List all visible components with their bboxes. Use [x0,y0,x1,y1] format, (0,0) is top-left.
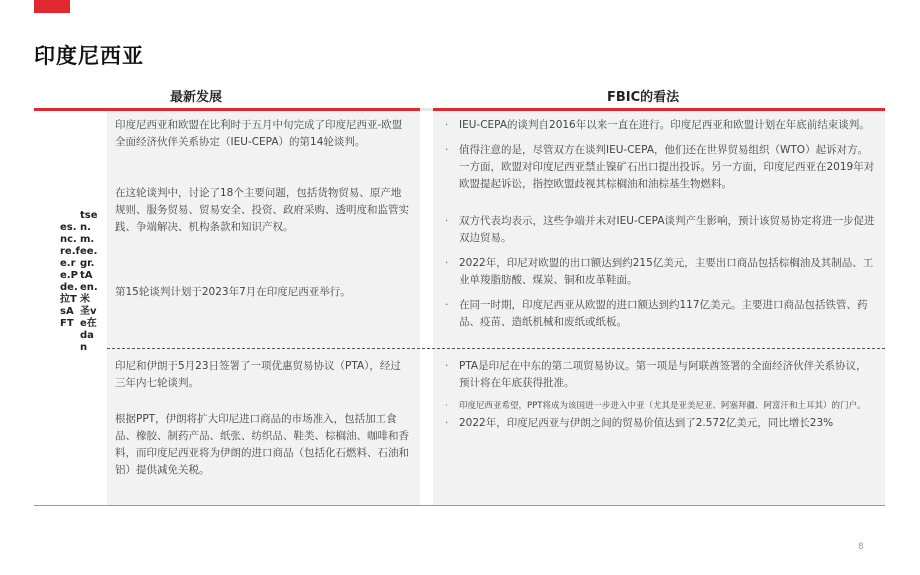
row1-paragraph: 第15轮谈判计划于2023年7月在印度尼西亚举行。 [115,286,351,298]
header-gap-divider [420,108,433,111]
row1-paragraph: 在这轮谈判中，讨论了18个主要问题，包括货物贸易、原产地规则、服务贸易、贸易安全、投资、政府采购、透明度和监管实践、争端解决、机构条款和知识产权。 [115,187,409,233]
row-label-fragment-b: tsen.m.ee.gr.tAen.米圣ve在dan [80,210,98,353]
brand-accent-tab [34,0,70,13]
row2-view-list [445,358,875,432]
list-item: · IEU-CEPA的谈判自2016年以来一直在进行。印度尼西亚和欧盟计划在年底前结束谈判。 [445,117,875,134]
row2-paragraph: 印尼和伊朗于5月23日签署了一项优惠贸易协议（PTA），经过三年内七轮谈判。 [115,360,401,389]
list-item: · 双方代表均表示，这些争端并未对IEU-CEPA谈判产生影响，预计该贸易协定将进一步促进双边贸易。 [445,213,875,247]
list-item: · PTA是印尼在中东的第二项贸易协议。第一项是与阿联酋签署的全面经济伙伴关系协议，预计将在年底获得批准。 [445,358,875,392]
list-item: · 2022年，印尼对欧盟的出口额达到约215亿美元，主要出口商品包括棕榈油及其制品、工业单羧脂肪酸、煤炭、铜和皮革鞋面。 [445,255,875,289]
page-number: 8 [858,542,864,552]
page-title: 印度尼西亚 [34,44,144,68]
row1-paragraph: 印度尼西亚和欧盟在比利时于五月中旬完成了印度尼西亚-欧盟全面经济伙伴关系协定（IEU-CEPA）的第14轮谈判。 [115,119,403,148]
footer-divider [34,505,885,506]
list-item: · 值得注意的是，尽管双方在谈判IEU-CEPA，他们还在世界贸易组织（WTO）起诉对方。一方面，欧盟对印度尼西亚禁止镍矿石出口提出投诉。另一方面，印度尼西亚在2019年对欧盟提起诉讼，指控欧盟歧视其棕榈油和油棕基生物燃料。 [445,142,875,193]
list-item: · 2022年，印度尼西亚与伊朗之间的贸易价值达到了2.572亿美元，同比增长23% [445,415,875,432]
row2-paragraph: 根据PPT，伊朗将扩大印尼进口商品的市场准入，包括加工食品、橡胶、制药产品、纸张、纺织品、鞋类、棕榈油、咖啡和香料，而印度尼西亚将为伊朗的进口商品（包括化石燃料、石油和铝）提供减免关税。 [115,413,409,476]
row-divider [107,348,885,349]
list-item: · 在同一时期，印度尼西亚从欧盟的进口额达到约117亿美元。主要进口商品包括铁管、药品、疫苗、造纸机械和废纸或纸板。 [445,297,875,331]
column-header-latest-developments: 最新发展 [170,90,223,105]
list-item: · 印度尼西亚希望，PPT将成为该国进一步进入中亚（尤其是亚美尼亚、阿塞拜疆、阿富汗和土耳其）的门户。 [445,400,875,413]
row-label-fragment-a: es.nc.re.fe.re.Pde.拉TsAFT [60,222,80,329]
column-header-fbic-view: FBIC的看法 [607,90,680,105]
row1-view-list [445,117,875,331]
